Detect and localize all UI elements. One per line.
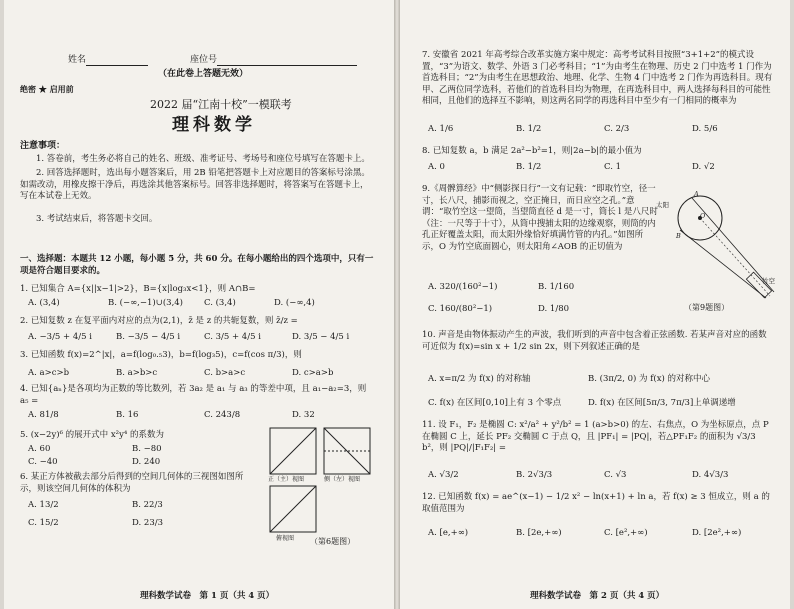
q6-option-d[interactable]: D. 23/3 xyxy=(132,518,164,528)
q6-option-b[interactable]: B. 22/3 xyxy=(132,500,163,510)
notice-item-2: 2. 回答选择题时，选出每小题答案后，用 2B 铅笔把答题卡上对应题目的答案标号涂黑。如需改动，用橡皮擦干净后，再选涂其他答案标号。回答非选择题时，将答案写在答题卡上，写在本试卷上无效。 xyxy=(20,168,370,201)
point-a-label: A xyxy=(694,190,699,198)
q11-option-a[interactable]: A. √3/2 xyxy=(428,470,459,480)
question-7-stem: 7. 安徽省 2021 年高考综合改革实施方案中规定：高考考试科目按照“3+1+2”的模式设置，“3”为语文、数学、外语 3 门必考科目；“1”为由考生在物理、历史 2 门中选考 1 门作为首选科目；“2”为由考生在思想政治、地理、化学、生物 4 门中选考 2 门作为再选科目。现有甲、乙两位同学选科，若他们的首选科目均为物理，在再选科目中，两人选择每科目的可能性相同，且他们的选择互不影响，则这两名同学的再选科目中至少有一门相同的概率为 xyxy=(422,50,773,106)
question-10-stem: 10. 声音是由物体振动产生的声波，我们听到的声音中包含着正弦函数. 若某声音对应的函数可近似为 f(x)=sin x + 1/2 sin 2x，则下列叙述正确的是 xyxy=(422,330,767,352)
question-3-stem: 3. 已知函数 f(x)=2^|x|，a=f(log₀.₅3)，b=f(log₃5)，c=f(cos π/3)，则 xyxy=(20,350,302,360)
notice-item-3: 3. 考试结束后，将答题卡交回。 xyxy=(36,214,158,224)
q10-option-d[interactable]: D. f(x) 在区间[5π/3, 7π/3]上单调递增 xyxy=(588,398,736,408)
q9-option-b[interactable]: B. 1/160 xyxy=(538,282,575,292)
exam-page-1 xyxy=(4,0,394,609)
q12-option-b[interactable]: B. [2e,+∞) xyxy=(516,528,562,538)
question-1-stem: 1. 已知集合 A={x||x−1|>2}，B={x|log₃x<1}，则 A∩B= xyxy=(20,284,256,294)
subject-title: 理科数学 xyxy=(172,115,256,135)
exam-page-2 xyxy=(400,0,790,609)
secret-mark: 绝密 ★ 启用前 xyxy=(20,84,74,94)
figure-9-caption: （第9题图） xyxy=(684,303,730,312)
question-12-options xyxy=(428,528,780,538)
q8-option-d[interactable]: D. √2 xyxy=(692,162,715,172)
q11-option-c[interactable]: C. √3 xyxy=(604,470,627,480)
q2-option-c[interactable]: C. 3/5 + 4/5 i xyxy=(204,332,261,342)
question-4-stem: 4. 已知{aₙ}是各项均为正数的等比数列，若 3a₂ 是 a₁ 与 a₃ 的等差中项，且 a₁−a₂=3，则 a₅ = xyxy=(20,384,367,406)
q1-option-a[interactable]: A. (3,4) xyxy=(28,298,60,308)
name-field-label: 姓名 xyxy=(68,54,148,66)
q6-option-c[interactable]: C. 15/2 xyxy=(28,518,59,528)
figure-6-caption: （第6题图） xyxy=(310,537,356,546)
notice-heading: 注意事项： xyxy=(20,141,66,151)
q4-option-c[interactable]: C. 243/8 xyxy=(204,410,241,420)
q6-option-a[interactable]: A. 13/2 xyxy=(28,500,59,510)
q9-option-a[interactable]: A. 320/(160²−1) xyxy=(428,282,498,292)
figure-9-sun-tube xyxy=(662,186,786,308)
question-11-options xyxy=(428,470,780,480)
question-2-stem: 2. 已知复数 z 在复平面内对应的点为(2,1)，z̄ 是 z 的共轭复数，则 z̄/z = xyxy=(20,316,298,326)
q3-option-c[interactable]: C. b>a>c xyxy=(204,368,246,378)
q5-option-b[interactable]: B. −80 xyxy=(132,444,162,454)
q12-option-d[interactable]: D. [2e²,+∞) xyxy=(692,528,742,538)
sun-label: 太阳 xyxy=(656,201,669,209)
front-view-diagonal xyxy=(270,428,316,474)
q11-option-b[interactable]: B. 2√3/3 xyxy=(516,470,553,480)
front-view-label: 正（主）视图 xyxy=(268,476,305,483)
q3-option-b[interactable]: B. a>b>c xyxy=(116,368,158,378)
q5-option-c[interactable]: C. −40 xyxy=(28,457,58,467)
question-11-stem: 11. 设 F₁，F₂ 是椭圆 C: x²/a² + y²/b² = 1 (a>b>0) 的左、右焦点，O 为坐标原点，点 P 在椭圆 C 上，延长 PF₂ 交椭圆 C 于点 Q，且 |PF₁| = |PQ|，若△PF₁F₂ 的面积为 √3/3 b²，则 |PQ|/|F₁F₂| = xyxy=(422,420,769,453)
question-3-options xyxy=(28,368,380,378)
tube-label: 竹空 xyxy=(762,277,775,285)
q8-option-c[interactable]: C. 1 xyxy=(604,162,622,172)
figure-6-three-views xyxy=(266,424,376,548)
q3-option-d[interactable]: D. c>a>b xyxy=(292,368,334,378)
question-4-options xyxy=(28,410,380,420)
q10-option-b[interactable]: B. (3π/2, 0) 为 f(x) 的对称中心 xyxy=(588,374,711,384)
question-10-options xyxy=(428,372,768,408)
q9-option-c[interactable]: C. 160/(80²−1) xyxy=(428,304,493,314)
q4-option-b[interactable]: B. 16 xyxy=(116,410,139,420)
ray-b xyxy=(680,230,766,298)
q7-option-c[interactable]: C. 2/3 xyxy=(604,124,630,134)
q8-option-a[interactable]: A. 0 xyxy=(428,162,445,172)
point-o-label: O xyxy=(700,212,706,220)
q2-option-b[interactable]: B. −3/5 − 4/5 i xyxy=(116,332,181,342)
q8-option-b[interactable]: B. 1/2 xyxy=(516,162,542,172)
top-view-diagonal xyxy=(270,486,316,532)
question-5-stem: 5. (x−2y)⁶ 的展开式中 x²y⁴ 的系数为 xyxy=(20,430,164,440)
point-b-label: B xyxy=(676,232,681,240)
name-blank xyxy=(86,55,148,66)
q4-option-d[interactable]: D. 32 xyxy=(292,410,315,420)
question-8-options xyxy=(428,162,780,172)
q2-option-a[interactable]: A. −3/5 + 4/5 i xyxy=(28,332,92,342)
side-view-label: 侧（左）视图 xyxy=(324,476,361,483)
q10-option-c[interactable]: C. f(x) 在区间[0,10]上有 3 个零点 xyxy=(428,398,562,408)
question-7-options xyxy=(428,124,780,134)
question-5-options xyxy=(28,444,248,467)
q7-option-b[interactable]: B. 1/2 xyxy=(516,124,542,134)
q5-option-a[interactable]: A. 60 xyxy=(28,444,51,454)
q1-option-b[interactable]: B. (−∞,−1)∪(3,4) xyxy=(108,298,183,308)
q12-option-a[interactable]: A. [e,+∞) xyxy=(428,528,469,538)
side-view-diagonal xyxy=(324,428,370,474)
q10-option-a[interactable]: A. x=π/2 为 f(x) 的对称轴 xyxy=(428,374,531,384)
page-2-footer: 理科数学试卷 第 2 页（共 4 页） xyxy=(530,591,665,601)
seat-field-label: 座位号 xyxy=(190,54,357,66)
question-2-options xyxy=(28,332,380,342)
top-view-label: 俯视图 xyxy=(276,535,295,542)
q3-option-a[interactable]: A. a>c>b xyxy=(28,368,70,378)
question-12-stem: 12. 已知函数 f(x) = ae^(x−1) − 1/2 x² − ln(x+1) + ln a，若 f(x) ≥ 3 恒成立，则 a 的取值范围为 xyxy=(422,492,770,514)
question-9-options xyxy=(428,282,660,314)
q7-option-a[interactable]: A. 1/6 xyxy=(428,124,454,134)
question-1-options xyxy=(28,298,354,308)
seat-blank xyxy=(217,55,357,66)
q2-option-d[interactable]: D. 3/5 − 4/5 i xyxy=(292,332,350,342)
question-9-stem: 9.《周髀算经》中“侧影探日行”一文有记载：“即取竹空，径一寸，长八尺，捕影而视之，空正掩日，而日应空之孔。”意谓：“取竹空这一望筒，当望筒直径 d 是一寸，筒长 l 是八尺时（注：一尺等于十寸），从筒中搜捕太阳的边缘观察，则筒的内孔正好覆盖太阳，而太阳外缘恰好填满竹管的内孔。”如图所示，O 为竹空底面圆心，则太阳角∠AOB 的正切值为 xyxy=(422,184,658,252)
q5-option-d[interactable]: D. 240 xyxy=(132,457,161,467)
q9-option-d[interactable]: D. 1/80 xyxy=(538,304,570,314)
q11-option-d[interactable]: D. 4√3/3 xyxy=(692,470,729,480)
invalid-answer-note: （在此卷上答题无效） xyxy=(158,69,249,79)
q1-option-c[interactable]: C. (3,4) xyxy=(204,298,236,308)
page-1-footer: 理科数学试卷 第 1 页（共 4 页） xyxy=(140,591,275,601)
q7-option-d[interactable]: D. 5/6 xyxy=(692,124,718,134)
exam-title: 2022 届“江南十校”一模联考 xyxy=(150,98,292,111)
q12-option-c[interactable]: C. [e²,+∞) xyxy=(604,528,648,538)
question-8-stem: 8. 已知复数 a，b 满足 2a²−b²=1，则|2a−b|的最小值为 xyxy=(422,146,642,156)
question-6-options xyxy=(28,500,248,528)
question-6-stem: 6. 某正方体被截去部分后得到的空间几何体的三视图如图所示，则该空间几何体的体积为 xyxy=(20,472,244,494)
section-heading: 一、选择题：本题共 12 小题，每小题 5 分，共 60 分。在每小题给出的四个选项中，只有一项是符合题目要求的。 xyxy=(20,254,374,276)
q1-option-d[interactable]: D. (−∞,4) xyxy=(274,298,315,308)
axis-line xyxy=(700,218,770,296)
q4-option-a[interactable]: A. 81/8 xyxy=(28,410,59,420)
notice-item-1: 1. 答卷前，考生务必将自己的姓名、班级、准考证号、考场号和座位号填写在答题卡上。 xyxy=(36,154,370,164)
